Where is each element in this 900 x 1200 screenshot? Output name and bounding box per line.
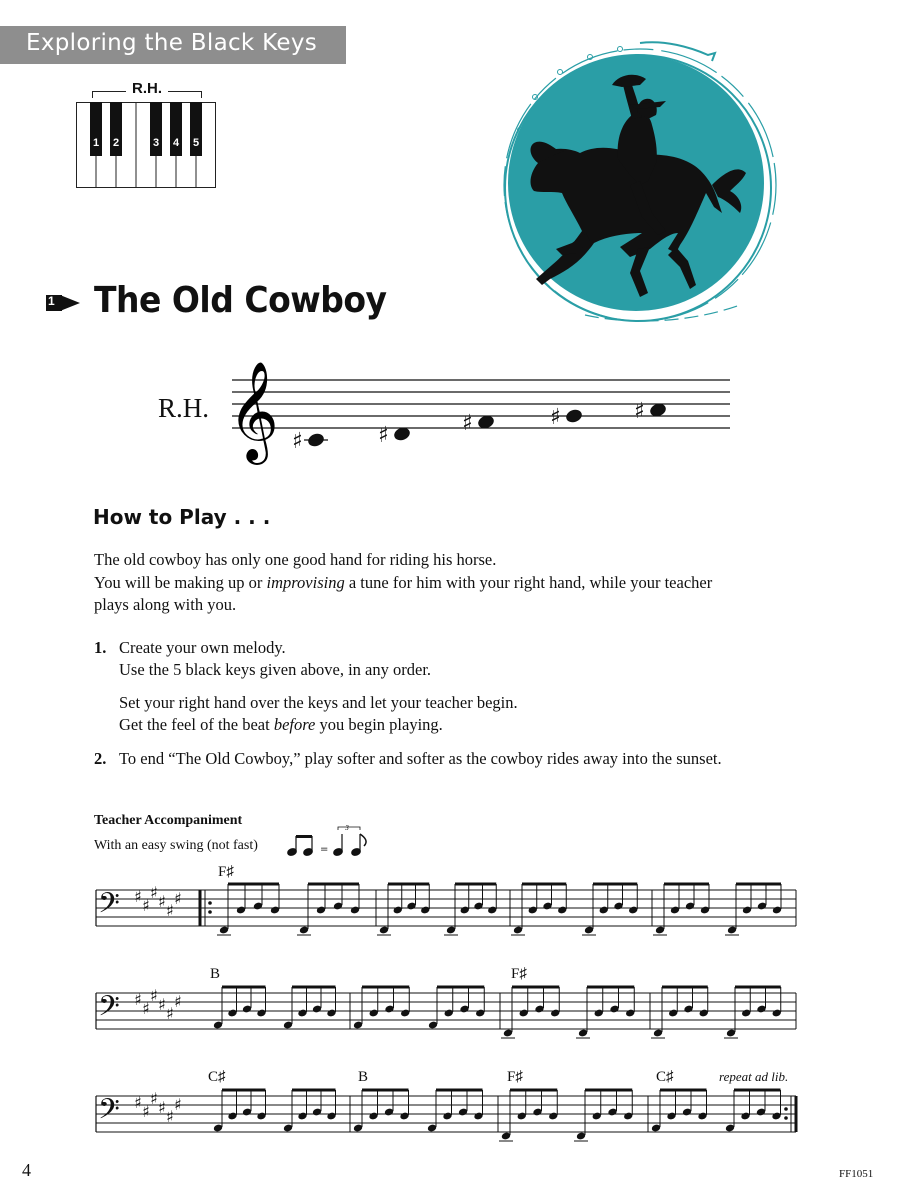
step-number: 2. xyxy=(94,749,107,768)
note-beam xyxy=(662,986,708,989)
note-beam xyxy=(292,986,336,989)
chord-symbol: B xyxy=(210,966,221,982)
chord-symbol: F♯ xyxy=(507,1069,523,1085)
finger-5: 5 xyxy=(192,137,200,149)
chord-symbol: F♯ xyxy=(511,966,527,982)
repeat-dot xyxy=(208,901,212,905)
intro-line-1: The old cowboy has only one good hand for riding his horse. xyxy=(94,550,497,569)
repeat-dot xyxy=(784,1116,788,1120)
key-signature-sharp: ♯ xyxy=(134,887,142,906)
bass-staff-system xyxy=(96,986,796,1039)
note-beam xyxy=(664,883,709,886)
finger-3: 3 xyxy=(152,137,160,149)
note-beam xyxy=(388,883,429,886)
key-signature-sharp: ♯ xyxy=(150,1089,158,1108)
chord-symbol: C♯ xyxy=(656,1069,674,1085)
key-signature-sharp: ♯ xyxy=(142,896,150,915)
note-beam xyxy=(585,1089,632,1092)
bass-clef-icon: 𝄢 xyxy=(98,990,120,1030)
key-signature-sharp: ♯ xyxy=(158,892,166,911)
note-beam xyxy=(292,1089,336,1092)
note-beam xyxy=(593,883,637,886)
note-beam xyxy=(510,1089,557,1092)
repeat-dot xyxy=(208,910,212,914)
chord-symbol: C♯ xyxy=(208,1069,226,1085)
bass-staff-system xyxy=(96,883,796,936)
finger-4: 4 xyxy=(172,137,180,149)
key-signature-sharp: ♯ xyxy=(174,1095,182,1114)
step-1-line-4: Get the feel of the beat before you begin playing. xyxy=(119,715,443,734)
note-beam xyxy=(308,883,359,886)
key-signature-sharp: ♯ xyxy=(134,990,142,1009)
bass-clef-icon: 𝄢 xyxy=(98,887,120,927)
piece-number: 1 xyxy=(48,294,55,308)
step-1-line-1: Create your own melody. xyxy=(119,638,286,657)
repeat-ad-lib-text: repeat ad lib. xyxy=(719,1069,789,1084)
note-beam xyxy=(734,1089,781,1092)
note-beam xyxy=(228,883,279,886)
page-number: 4 xyxy=(22,1160,31,1180)
key-signature-sharp: ♯ xyxy=(134,1093,142,1112)
note-beam xyxy=(735,986,781,989)
finger-1: 1 xyxy=(92,137,100,149)
note-beam xyxy=(587,986,634,989)
intro-line-3: plays along with you. xyxy=(94,595,237,614)
note-beam xyxy=(455,883,496,886)
bass-staff-system xyxy=(96,1089,796,1142)
emphasis-improvising: improvising xyxy=(266,572,345,592)
finger-2: 2 xyxy=(112,137,120,149)
key-signature-sharp: ♯ xyxy=(166,1004,174,1023)
repeat-dot xyxy=(784,1107,788,1111)
chord-symbol: F♯ xyxy=(218,864,234,880)
triplet-number: 3 xyxy=(345,824,349,832)
section-title: Exploring the Black Keys xyxy=(26,30,318,56)
key-signature-sharp: ♯ xyxy=(174,992,182,1011)
step-number: 1. xyxy=(94,638,107,657)
key-signature-sharp: ♯ xyxy=(174,889,182,908)
sharp-sign: ♯ xyxy=(462,411,473,436)
piece-title: The Old Cowboy xyxy=(94,278,387,321)
note-beam xyxy=(736,883,781,886)
note-beam xyxy=(437,986,484,989)
treble-clef-icon: 𝄞 xyxy=(228,361,279,461)
bass-clef-icon: 𝄢 xyxy=(98,1093,120,1133)
note-beam xyxy=(522,883,566,886)
step-1-line-3: Set your right hand over the keys and let your teacher begin. xyxy=(119,693,518,712)
note-beam xyxy=(362,1089,409,1092)
key-signature-sharp: ♯ xyxy=(166,901,174,920)
step-1-line-2: Use the 5 black keys given above, in any order. xyxy=(119,660,432,679)
note-beam xyxy=(222,1089,266,1092)
sharp-sign: ♯ xyxy=(378,423,389,448)
step-2-line-1: To end “The Old Cowboy,” play softer and softer as the cowboy rides away into the sunset. xyxy=(119,749,722,768)
sharp-sign: ♯ xyxy=(550,405,561,430)
note-beam xyxy=(660,1089,707,1092)
key-signature-sharp: ♯ xyxy=(142,1102,150,1121)
key-signature-sharp: ♯ xyxy=(142,999,150,1018)
note-beam xyxy=(512,986,559,989)
chord-symbol: B xyxy=(358,1069,369,1085)
key-signature-sharp: ♯ xyxy=(158,1098,166,1117)
keyboard-rh-label: R.H. xyxy=(132,80,162,97)
key-signature-sharp: ♯ xyxy=(166,1107,174,1126)
page-code: FF1051 xyxy=(839,1168,874,1180)
teacher-accompaniment-title: Teacher Accompaniment xyxy=(94,813,243,828)
sharp-sign: ♯ xyxy=(292,429,303,454)
note-beam xyxy=(222,986,266,989)
tempo-marking: With an easy swing (not fast) xyxy=(94,838,258,853)
note-beam xyxy=(362,986,409,989)
how-to-play-heading: How to Play . . . xyxy=(93,505,271,529)
note-beam xyxy=(436,1089,483,1092)
svg-text:=: = xyxy=(320,844,329,855)
key-signature-sharp: ♯ xyxy=(150,883,158,902)
intro-line-2: You will be making up or improvising a tune for him with your right hand, while your teacher xyxy=(94,572,713,592)
key-signature-sharp: ♯ xyxy=(158,995,166,1014)
key-signature-sharp: ♯ xyxy=(150,986,158,1005)
staff-hand-label: R.H. xyxy=(158,393,210,423)
sharp-sign: ♯ xyxy=(634,399,645,424)
